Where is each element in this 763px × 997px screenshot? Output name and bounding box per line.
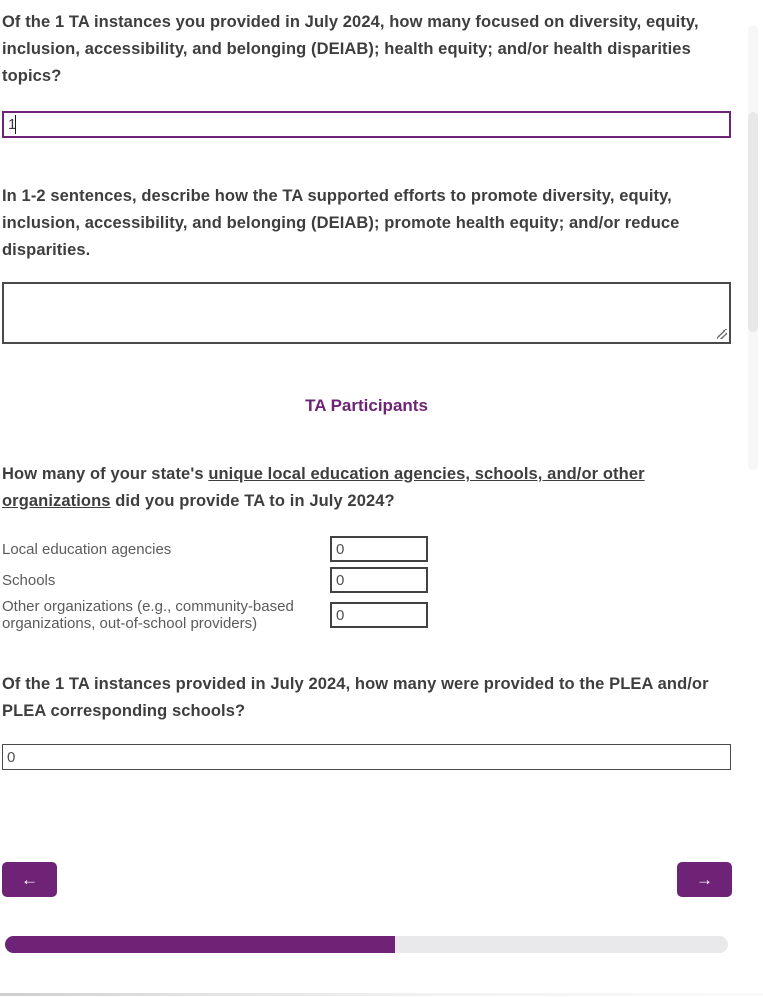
participants-rows xyxy=(2,536,731,632)
back-button[interactable] xyxy=(2,862,57,897)
deiab-describe-textarea[interactable] xyxy=(2,282,731,344)
lea-count-input[interactable] xyxy=(330,536,428,562)
other-orgs-count-input[interactable] xyxy=(330,602,428,628)
deiab-count-input[interactable] xyxy=(2,111,731,138)
schools-count-input[interactable] xyxy=(330,567,428,593)
progress-fill xyxy=(5,936,395,953)
survey-page xyxy=(2,0,731,953)
next-button[interactable] xyxy=(677,862,732,897)
bottom-border xyxy=(0,993,763,996)
progress-bar xyxy=(5,936,728,953)
nav-row xyxy=(2,862,732,897)
scrollbar-thumb[interactable] xyxy=(748,112,758,332)
deiab-describe-textarea-wrap xyxy=(2,282,731,344)
plea-count-input[interactable] xyxy=(2,744,731,770)
section-title: TA Participants xyxy=(305,396,428,415)
question-deiab-describe: In 1-2 sentences, describe how the TA supported efforts to promote diversity, equity, inclusion, accessibility, and belonging (DEIAB); promote health equity; and/or reduce disparities. xyxy=(2,187,680,259)
question-participants-count: How many of your state's unique local education agencies, schools, and/or other organizations did you provide TA to in July 2024? xyxy=(2,465,645,510)
row-label-schools: Schools xyxy=(2,571,56,589)
question-deiab-count: Of the 1 TA instances you provided in July 2024, how many focused on diversity, equity, inclusion, accessibility, and belonging (DEIAB); health equity; and/or health disparities topics? xyxy=(2,13,699,85)
row-label-other-orgs: Other organizations (e.g., community-based organizations, out-of-school providers) xyxy=(2,598,294,632)
back-arrow-icon: ← xyxy=(21,870,38,889)
question-plea-count: Of the 1 TA instances provided in July 2024, how many were provided to the PLEA and/or PLEA corresponding schools? xyxy=(2,675,709,720)
next-arrow-icon: → xyxy=(696,870,713,889)
row-label-lea: Local education agencies xyxy=(2,540,172,558)
deiab-count-input-wrap xyxy=(2,111,731,138)
